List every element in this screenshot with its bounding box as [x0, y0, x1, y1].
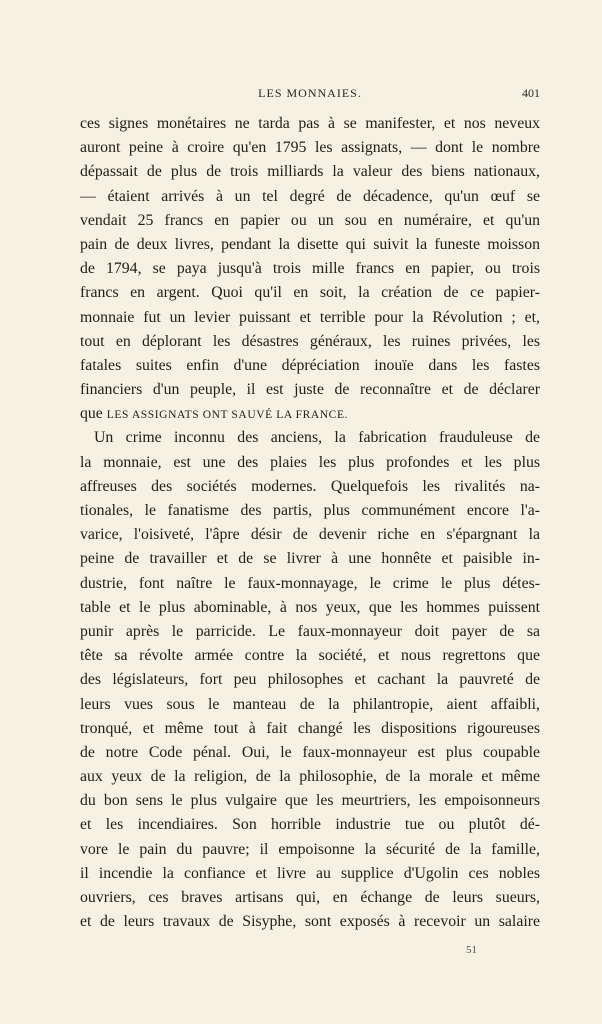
text-line: tête sa révolte armée contre la société, et nous regrettons que [80, 647, 540, 665]
text-line: ces signes monétaires ne tarda pas à se manifester, et nos neveux [80, 115, 540, 132]
text-line: monnaie fut un levier puissant et terrible pour la Révolution ; et, [80, 308, 540, 326]
text-line: la monnaie, est une des plaies les plus profondes et les plus [80, 453, 540, 471]
running-title: LES MONNAIES. [258, 86, 362, 100]
text-line: vore le pain du pauvre; il empoisonne la sécurité de la famille, [80, 840, 540, 858]
text-line: tout en déplorant les désastres généraux, les ruines privées, les [80, 332, 540, 350]
text-line: table et le plus abominable, à nos yeux, que les hommes puissent [80, 598, 540, 616]
text-line: tronqué, et même tout à fait changé les dispositions rigoureuses [80, 719, 540, 737]
text-line: et de leurs travaux de Sisyphe, sont exposés à recevoir un salaire [80, 913, 540, 931]
text-line: peine de travailler et de se livrer à une honnête et paisible in- [80, 550, 540, 568]
text-line: — étaient arrivés à un tel degré de décadence, qu'un œuf se [80, 187, 540, 205]
text-line: il incendie la confiance et livre au supplice d'Ugolin ces nobles [80, 864, 540, 882]
text-line: aux yeux de la religion, de la philosophie, de la morale et même [80, 768, 540, 786]
body-text [80, 112, 540, 934]
text-line: punir après le parricide. Le faux-monnayeur doit payer de sa [80, 622, 540, 640]
text-line: financiers d'un peuple, il est juste de reconnaître et de déclarer [80, 381, 540, 399]
text-line: pain de deux livres, pendant la disette qui suivit la funeste moisson [80, 235, 540, 253]
text-line: varice, l'oisiveté, l'âpre désir de devenir riche en s'épargnant la [80, 526, 540, 544]
text-line: auront peine à croire qu'en 1795 les assignats, — dont le nombre [80, 139, 540, 157]
small-caps-phrase: LES ASSIGNATS ONT SAUVÉ LA FRANCE. [106, 409, 349, 422]
text-line: de notre Code pénal. Oui, le faux-monnayeur est plus coupable [80, 743, 540, 761]
page-number: 401 [522, 86, 540, 100]
text-line: et les incendiaires. Son horrible industrie tue ou plutôt dé- [80, 816, 540, 834]
text-line: des législateurs, fort peu philosophes et cachant la pauvreté de [80, 671, 540, 689]
text-line: tionales, le fanatisme des partis, plus communément encore l'a- [80, 502, 540, 519]
text-line: de 1794, se paya jusqu'à trois mille francs en papier, ou trois [80, 260, 540, 278]
text-line: vendait 25 francs en papier ou un sou en numéraire, et qu'un [80, 211, 540, 229]
text-line: ouvriers, ces braves artisans qui, en échange de leurs sueurs, [80, 889, 540, 906]
text-line: dustrie, font naître le faux-monnayage, le crime le plus détes- [80, 574, 540, 592]
text-line: affreuses des sociétés modernes. Quelquefois les rivalités na- [80, 477, 540, 495]
paragraph-start: Un crime inconnu des anciens, la fabrication frauduleuse de [94, 429, 540, 447]
text-line: dépassait de plus de trois milliards la valeur des biens nationaux, [80, 163, 540, 181]
text-line: leurs vues sous le manteau de la philantropie, aient affaibli, [80, 695, 540, 713]
text-line: du bon sens le plus vulgaire que les meurtriers, les empoisonneurs [80, 792, 540, 810]
text-line-emphasis [80, 402, 540, 426]
text-line: fatales suites enfin d'une dépréciation inouïe dans les fastes [80, 356, 540, 374]
page-header [80, 86, 540, 102]
text-line: francs en argent. Quoi qu'il en soit, la création de ce papier- [80, 284, 540, 302]
line-prefix: que [80, 405, 107, 423]
signature-mark: 51 [466, 944, 477, 956]
